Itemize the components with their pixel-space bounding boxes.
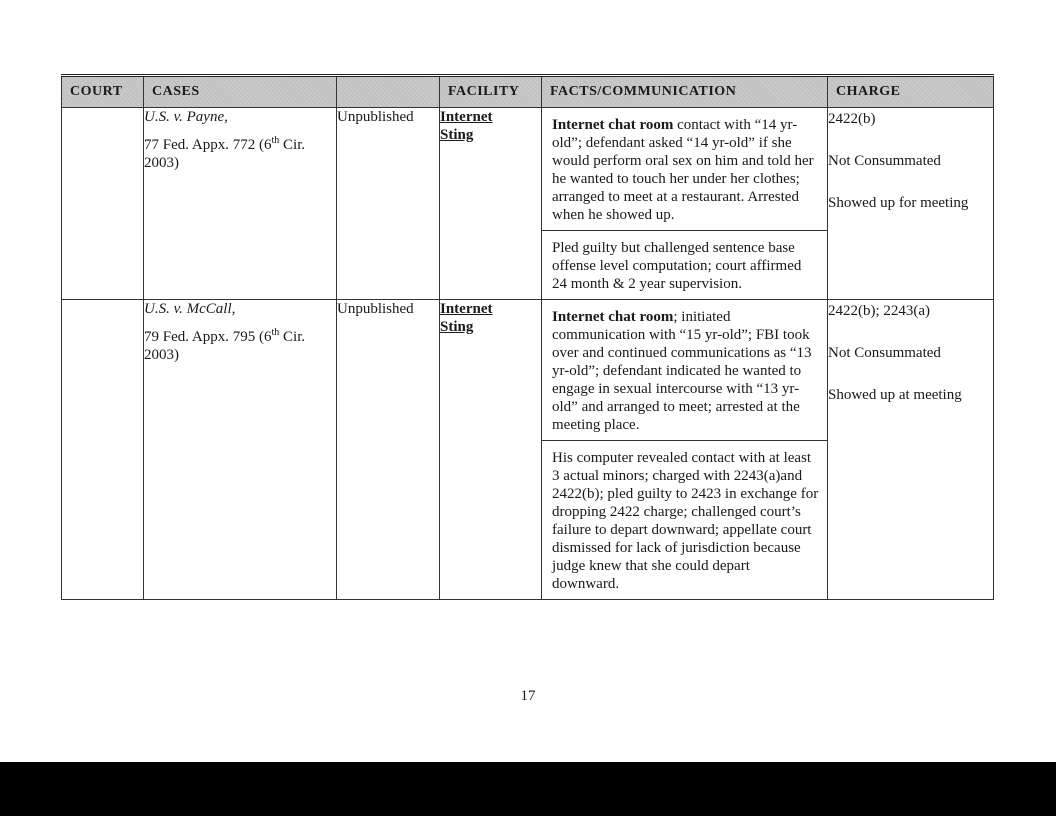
header-facility: FACILITY [440,76,542,108]
facility-cell [440,300,542,600]
status-cell: Unpublished [337,108,440,300]
facts-cell [542,300,828,600]
facts-text: contact with “14 yr-old”; defendant asked “14 yr-old” if she would perform oral sex on him and told her he wanted to touch her under her clothes; arranged to meet at a restaurant. Arrested when he showed up. [552,117,814,223]
case-citation: 79 Fed. Appx. 795 (6th Cir. 2003) [144,327,306,363]
charge-meeting: Showed up at meeting [828,387,962,403]
facility-line2: Sting [440,319,474,335]
case-cell [144,300,337,600]
charge-cell [828,300,994,600]
facility-line1: Internet [440,109,493,125]
status-cell: Unpublished [337,300,440,600]
charge-consummation: Not Consummated [828,345,941,361]
scan-border [0,762,1056,816]
table-row [62,300,994,600]
charge-statute: 2422(b); 2243(a) [828,303,931,319]
case-citation: 77 Fed. Appx. 772 (6th Cir. 2003) [144,135,306,171]
header-status [337,76,440,108]
facility-cell [440,108,542,300]
charge-meeting: Showed up for meeting [828,195,969,211]
header-cases: CASES [144,76,337,108]
charge-cell [828,108,994,300]
header-charge: CHARGE [828,76,994,108]
table-header-row [62,76,994,108]
case-table [61,74,994,600]
header-facts: FACTS/COMMUNICATION [542,76,828,108]
charge-consummation: Not Consummated [828,153,941,169]
table-row [62,108,994,300]
court-cell [62,108,144,300]
facts-lead: Internet chat room [552,117,674,133]
facts-cell [542,108,828,300]
facts-paragraph-2: His computer revealed contact with at least 3 actual minors; charged with 2243(a)and 2422(b); pled guilty to 2423 in exchange for dropping 2422 charge; challenged court’s failure to depart downward; appellate court dismissed for lack of jurisdiction because judge knew that she could depart downward. [542,440,827,599]
facts-paragraph-1 [542,108,827,230]
page-number: 17 [520,688,536,704]
facts-text: ; initiated communication with “15 yr-old”; FBI took over and continued communications as “13 yr-old”; defendant indicated he wanted to engage in sexual intercourse with “13 yr-old” and arranged to meet; arrested at the meeting place. [552,309,812,433]
charge-statute: 2422(b) [828,111,876,127]
facility-line2: Sting [440,127,474,143]
case-name: U.S. v. McCall, [144,301,236,317]
header-court: COURT [62,76,144,108]
facts-paragraph-2: Pled guilty but challenged sentence base offense level computation; court affirmed 24 month & 2 year supervision. [542,230,827,299]
case-name: U.S. v. Payne, [144,109,228,125]
facts-paragraph-1 [542,300,827,440]
case-cell [144,108,337,300]
court-cell [62,300,144,600]
facts-lead: Internet chat room [552,309,674,325]
facility-line1: Internet [440,301,493,317]
